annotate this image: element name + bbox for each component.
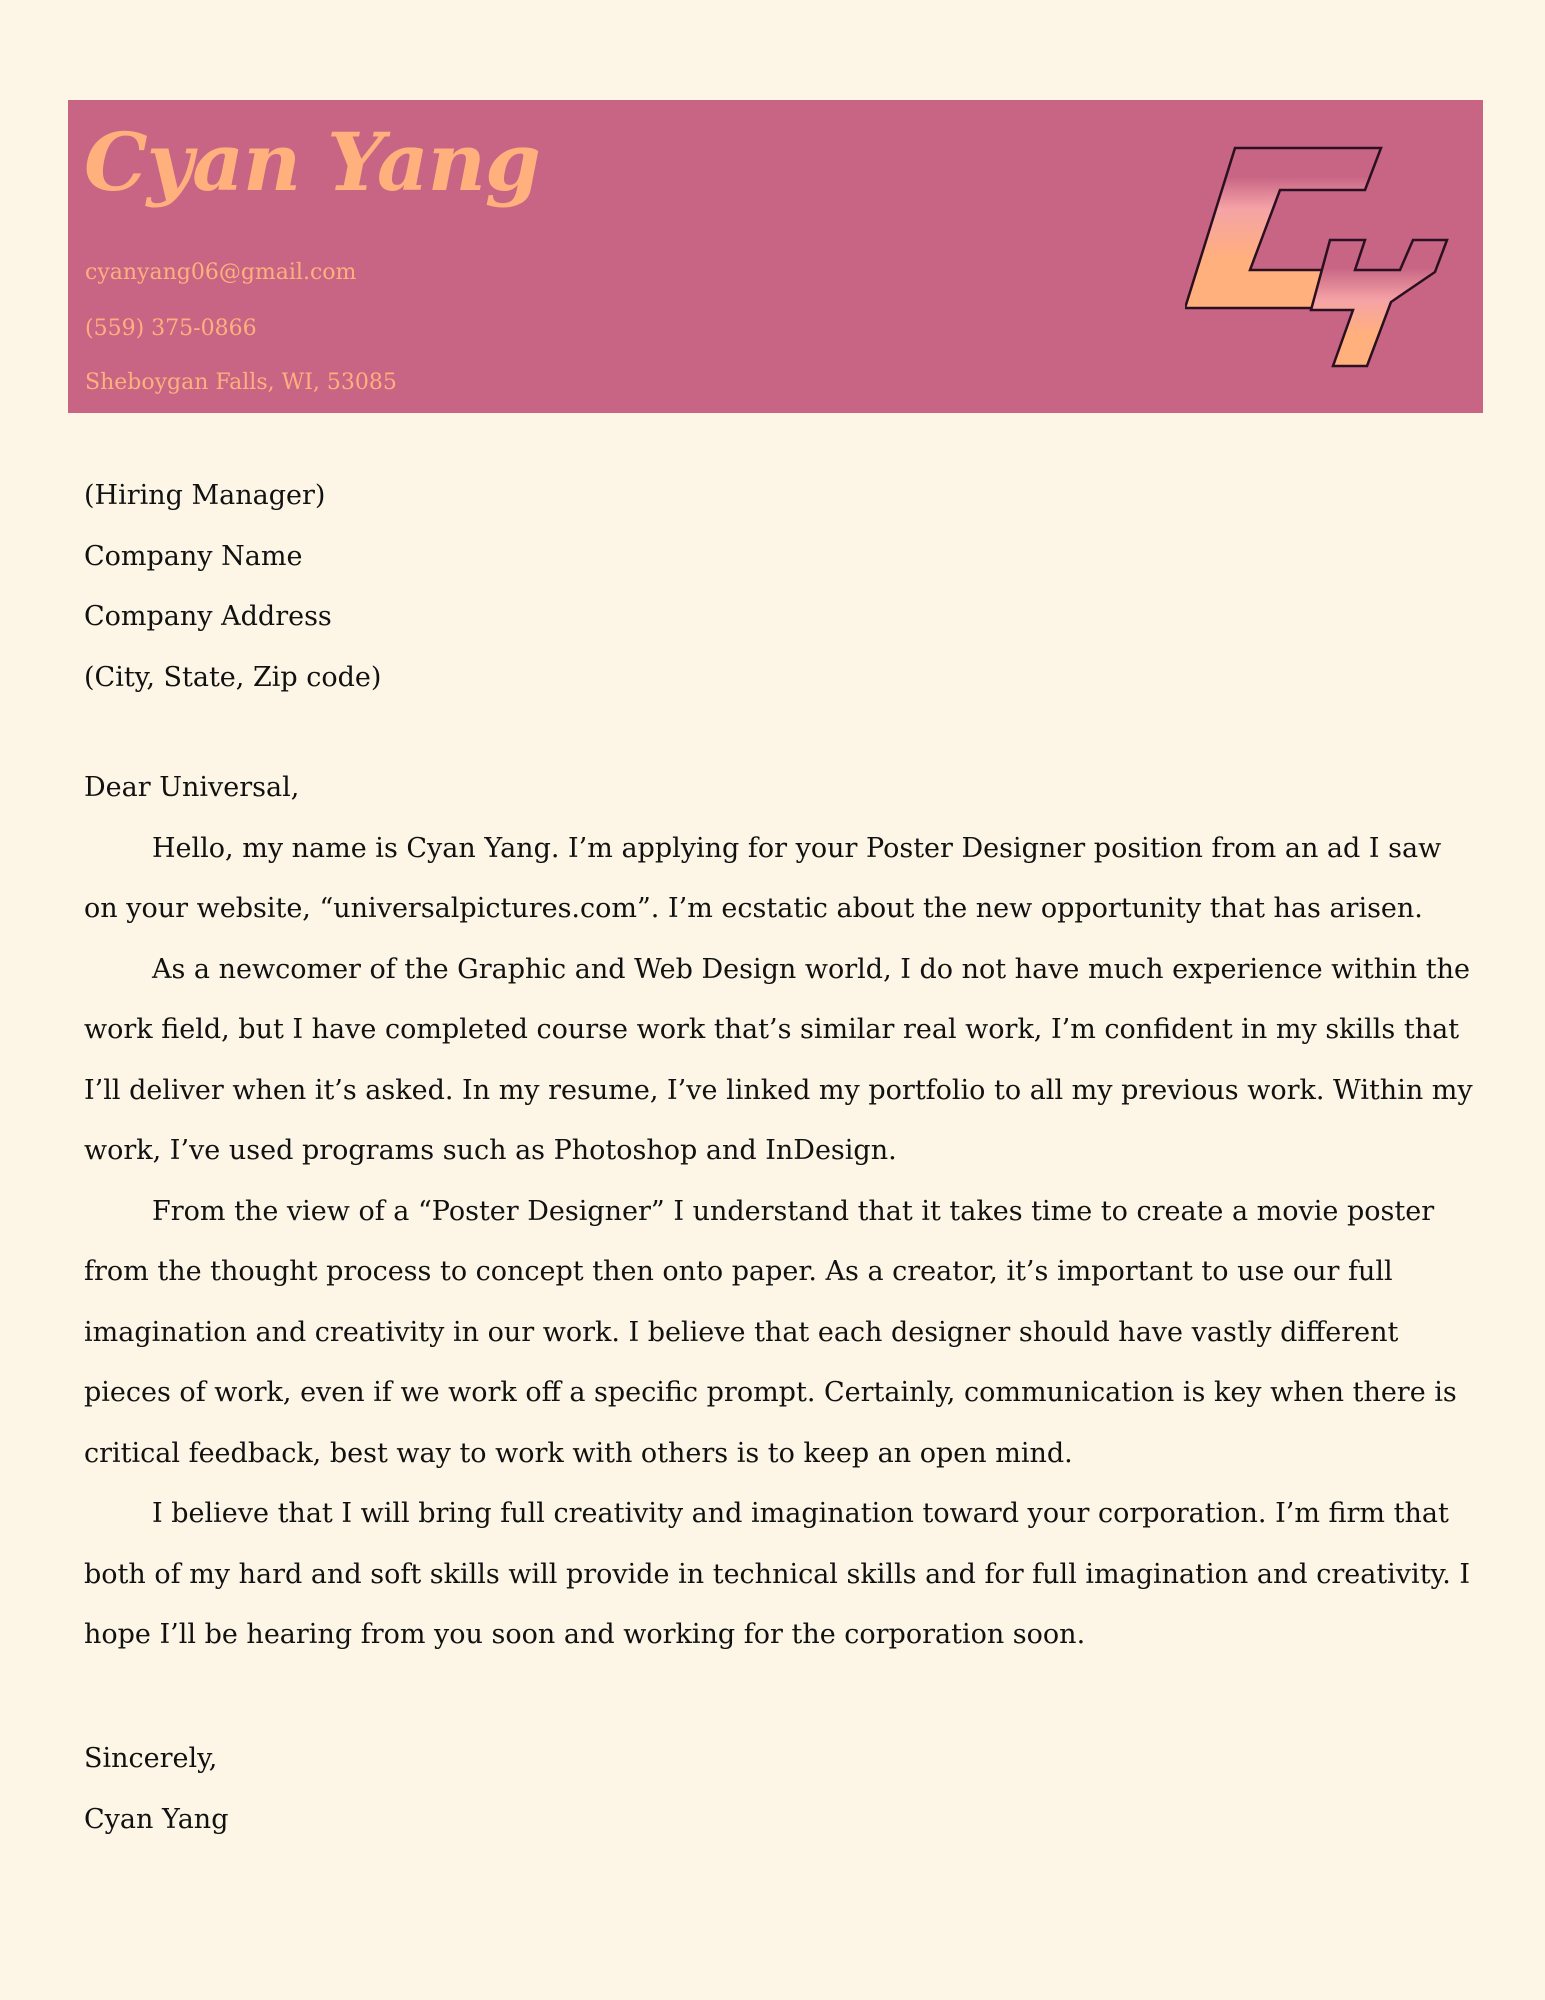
letter-body: [84, 758, 1479, 1666]
phone-text: (559) 375-0866: [85, 316, 257, 341]
salutation: Dear Universal,: [84, 772, 300, 803]
recipient-line: Company Name: [84, 540, 303, 572]
email-text: cyanyang06@gmail.com: [85, 260, 357, 285]
address-text: Sheboygan Falls, WI, 53085: [85, 370, 397, 395]
closing-text: Sincerely,: [84, 1743, 218, 1774]
paragraph: I believe that I will bring full creativity and imagination toward your corporation. I’m firm that both of my hard and soft skills will provide in technical skills and for full imagination and creativity. I hope I’ll be hearing from you soon and working for the corporation soon.: [84, 1498, 1471, 1650]
monogram-y-shape: [1311, 240, 1447, 366]
recipient-line: (Hiring Manager): [84, 480, 326, 511]
cy-monogram-logo: [1185, 140, 1475, 372]
applicant-name: Cyan Yang: [84, 115, 540, 209]
paragraph: As a newcomer of the Graphic and Web Design world, I do not have much experience within the work field, but I have completed course work that’s similar real work, I’m confident in my skills that I’ll deliver when it’s asked. In my resume, I’ve linked my portfolio to all my previous work. Within my work, I’ve used programs such as Photoshop and InDesign.: [84, 953, 1473, 1166]
recipient-block: [84, 466, 1464, 708]
signature-name: Cyan Yang: [84, 1803, 229, 1835]
paragraph: Hello, my name is Cyan Yang. I’m applying for your Poster Designer position from an ad I saw on your website, “universalpictures.com”. I’m ecstatic about the new opportunity that has arisen.: [84, 832, 1442, 924]
closing-block: [84, 1729, 228, 1850]
recipient-line: (City, State, Zip code): [84, 661, 382, 693]
header-banner: [68, 100, 1483, 413]
paragraph: From the view of a “Poster Designer” I understand that it takes time to create a movie poster from the thought process to concept then onto paper. As a creator, it’s important to use our full imagination and creativity in our work. I believe that each designer should have vastly different pieces of work, even if we work off a specific prompt. Certainly, communication is key when there is critical feedback, best way to work with others is to keep an open mind.: [84, 1195, 1457, 1469]
recipient-line: Company Address: [84, 601, 332, 632]
